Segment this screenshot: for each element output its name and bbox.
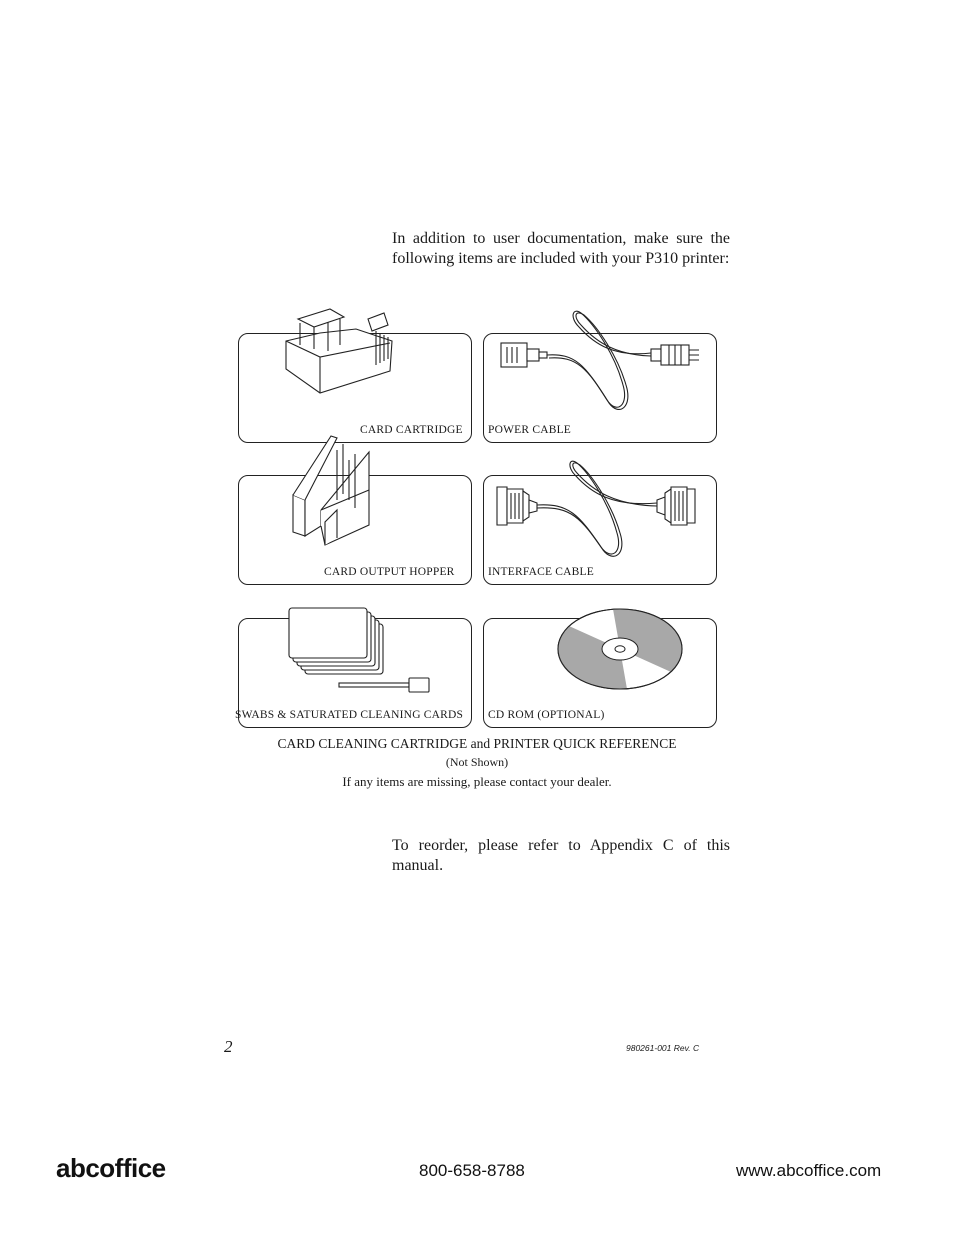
note-missing-items: If any items are missing, please contact your dealer. xyxy=(342,774,612,789)
card-cartridge-icon xyxy=(280,305,410,405)
interface-cable-icon xyxy=(493,455,708,565)
intro-paragraph: In addition to user documentation, make sure the following items are included with your P310 printer: xyxy=(392,230,730,267)
note-not-shown-items: CARD CLEANING CARTRIDGE and PRINTER QUICK REFERENCE xyxy=(277,736,677,751)
item-label-cleaning-cards: SWABS & SATURATED CLEANING CARDS xyxy=(235,709,464,721)
footer-phone: 800-658-8788 xyxy=(419,1161,525,1180)
document-code: 980261-001 Rev. C xyxy=(626,1043,700,1053)
item-label-cd-rom: CD ROM (OPTIONAL) xyxy=(488,709,605,721)
cd-rom-icon xyxy=(555,607,685,691)
item-label-card-cartridge: CARD CARTRIDGE xyxy=(360,424,463,436)
item-label-power-cable: POWER CABLE xyxy=(488,424,572,436)
reorder-paragraph: To reorder, please refer to Appendix C of this manual. xyxy=(392,837,730,874)
cleaning-cards-icon xyxy=(285,604,435,696)
note-not-shown: (Not Shown) xyxy=(445,755,509,769)
power-cable-icon xyxy=(495,305,710,415)
page-number: 2 xyxy=(224,1037,233,1056)
card-output-hopper-icon xyxy=(285,430,380,550)
footer-website-link[interactable]: www.abcoffice.com xyxy=(736,1161,882,1180)
item-label-card-output-hopper: CARD OUTPUT HOPPER xyxy=(324,566,455,578)
item-label-interface-cable: INTERFACE CABLE xyxy=(488,566,594,578)
footer-brand-logo: abcoffice xyxy=(56,1153,166,1183)
